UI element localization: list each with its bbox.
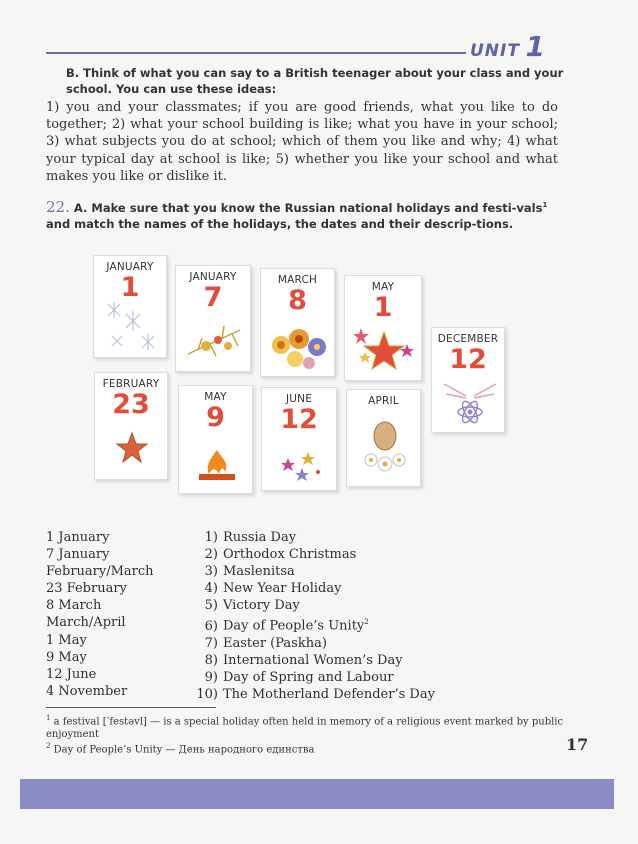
holiday-number: 2): [204, 547, 218, 563]
holiday-item: [188, 669, 435, 686]
calendar-card-jun-12: [261, 387, 337, 491]
holiday-item: [188, 529, 435, 546]
task-b-instruction: [66, 65, 566, 97]
calendar-card-mar-8: [260, 268, 335, 377]
footnote-mark: 2: [46, 742, 51, 750]
holidays-list: [188, 529, 435, 703]
holiday-name: Victory Day: [223, 598, 300, 614]
card-day: 1: [120, 272, 140, 303]
card-month: JUNE: [285, 393, 313, 405]
holiday-number: 9): [204, 670, 218, 686]
footnote-text: Day of People’s Unity — День народного единства: [53, 744, 315, 756]
fireworks-icon: [278, 448, 326, 484]
card-day: 12: [449, 344, 487, 375]
footer-bar: [20, 779, 614, 809]
task-22-label: A.: [73, 200, 88, 215]
holiday-item: [188, 635, 435, 652]
calendar-card-feb-23: [94, 372, 168, 480]
card-day: 7: [203, 282, 223, 313]
calendar-card-jan-1: [93, 255, 167, 358]
footnote-2: [46, 740, 566, 756]
holiday-name: New Year Holiday: [223, 581, 342, 597]
card-month: FEBRUARY: [102, 378, 160, 390]
footnote-1: [46, 712, 566, 741]
holiday-number: 7): [204, 635, 218, 651]
dates-list: [46, 529, 154, 700]
card-month: APRIL: [368, 395, 399, 407]
date-item: 1 January: [46, 530, 110, 545]
card-month: MAY: [204, 391, 227, 403]
date-item: 9 May: [46, 649, 87, 665]
task-22-text-a: Make sure that you know the Russian national holidays and festi-vals: [91, 200, 543, 215]
holiday-name: Day of People’s Unity: [223, 618, 365, 634]
holiday-item: [188, 580, 435, 597]
card-day: 23: [112, 389, 150, 420]
date-item: 1 May: [46, 632, 87, 648]
holiday-item: [188, 597, 435, 614]
flower-bouquet-icon: [267, 321, 331, 373]
holiday-item: [188, 546, 435, 563]
task-b-text: Think of what you can say to a British teenager about your class and your school. You can use these ideas:: [66, 66, 564, 96]
page-number: 17: [566, 735, 589, 754]
snowflake-icon: [100, 292, 160, 354]
star-icon: [115, 431, 149, 465]
holiday-name: International Women’s Day: [223, 652, 403, 668]
card-day: 8: [288, 285, 307, 316]
card-month: JANUARY: [189, 271, 237, 283]
decoration-icon: [440, 376, 500, 430]
holiday-item: [188, 652, 435, 669]
holiday-number: 1): [204, 530, 218, 545]
unit-number: 1: [525, 30, 546, 63]
footnote-ref-2: 2: [364, 618, 369, 627]
holiday-number: 10): [196, 687, 218, 703]
christmas-branch-icon: [184, 316, 244, 366]
holiday-name: Easter (Paskha): [223, 635, 327, 651]
holiday-number: 3): [204, 564, 218, 580]
holiday-name: Russia Day: [223, 530, 297, 545]
holiday-item: [188, 614, 435, 634]
easter-egg-icon: [359, 414, 411, 476]
unit-heading: [470, 30, 545, 63]
holiday-name: Orthodox Christmas: [223, 547, 357, 563]
holiday-name: Maslenitsa: [223, 564, 295, 580]
card-month: DECEMBER: [437, 333, 499, 345]
stars-icon: [349, 322, 419, 380]
eternal-flame-icon: [193, 448, 241, 484]
footnote-rule: [46, 707, 216, 708]
holiday-number: 8): [204, 652, 218, 668]
calendar-card-april: [346, 389, 421, 487]
header-rule: [46, 52, 466, 54]
holiday-number: 4): [204, 581, 218, 597]
footnote-mark: 1: [46, 714, 51, 722]
calendar-card-dec-12: [431, 327, 505, 433]
card-day: 9: [206, 402, 225, 433]
unit-word: UNIT: [470, 41, 520, 61]
card-day: 1: [373, 292, 393, 323]
task-b-ideas: 1) you and your classmates; if you are good friends, what you like to do together; 2) what your school building is like; what you have in your school; 3) what subjects you do at school; which of them you like and why; 4) what your typical day at school is like; 5) whether you like your school and what makes you like or dislike it.: [46, 100, 558, 184]
calendar-card-may-9: [178, 385, 253, 494]
date-item: 12 June: [46, 666, 97, 682]
task-22-instruction: [46, 197, 558, 232]
holiday-item: [188, 686, 435, 703]
card-day: 12: [280, 404, 318, 435]
card-month: JANUARY: [106, 261, 154, 273]
holiday-item: [188, 563, 435, 580]
calendar-card-jan-7: [175, 265, 251, 372]
date-item: 8 March: [46, 598, 102, 614]
task-b-label: B.: [66, 66, 80, 80]
holiday-number: 5): [204, 598, 218, 614]
date-item: February/March: [46, 564, 154, 580]
holiday-name: The Motherland Defender’s Day: [223, 687, 435, 703]
date-item: March/April: [46, 615, 126, 631]
date-item: 4 November: [46, 683, 128, 699]
date-item: 23 February: [46, 581, 127, 597]
holiday-number: 6): [204, 618, 218, 634]
date-item: 7 January: [46, 547, 110, 563]
footnote-ref-1: 1: [542, 201, 548, 209]
holiday-name: Day of Spring and Labour: [223, 670, 394, 686]
card-month: MARCH: [277, 274, 318, 286]
task-number: 22.: [46, 197, 70, 216]
task-22-text-b: and match the names of the holidays, the dates and their descrip-tions.: [46, 216, 514, 231]
card-month: MAY: [371, 281, 395, 293]
footnote-text: a festival [ˈfestəvl] — is a special holiday often held in memory of a religious event marked by public enjoyment: [46, 716, 564, 741]
calendar-card-may-1: [344, 275, 422, 381]
